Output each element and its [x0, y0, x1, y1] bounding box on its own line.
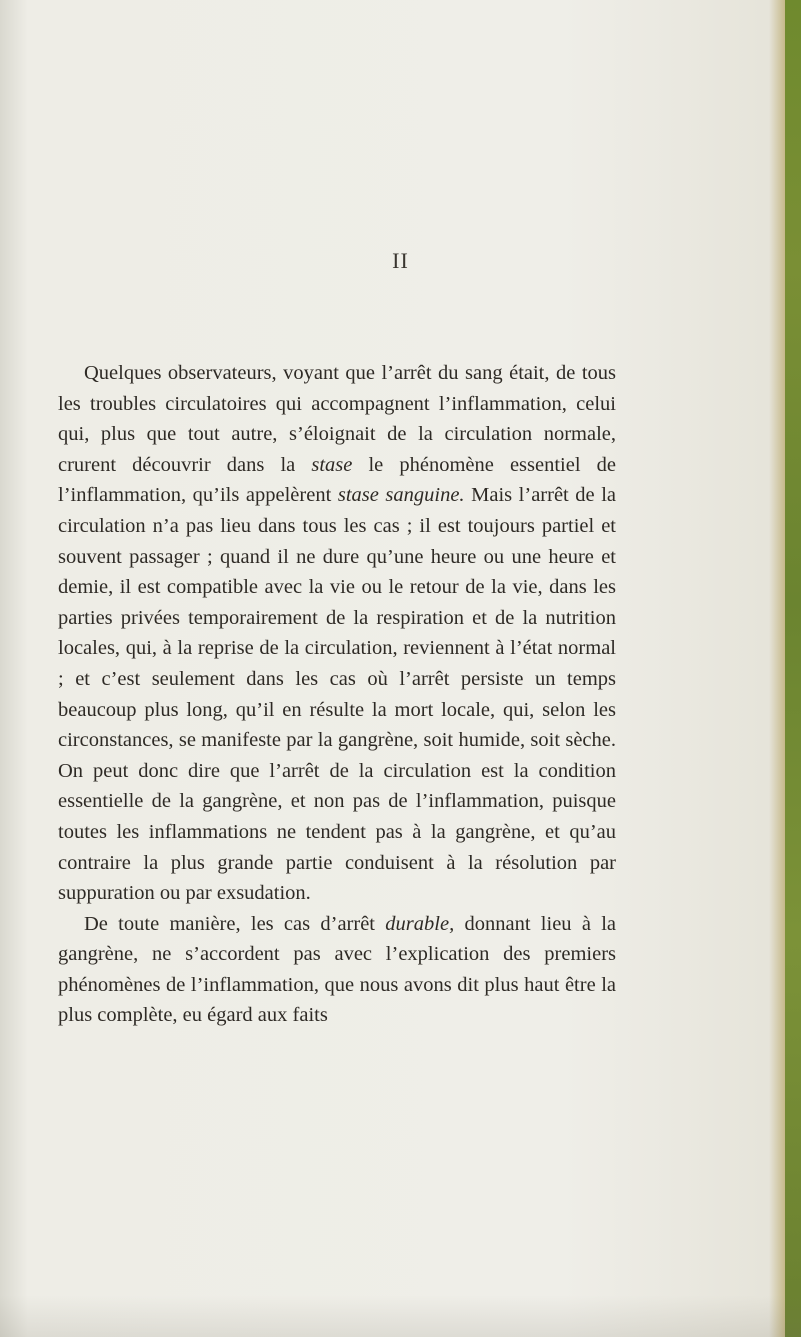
paragraph-2-part-2: donnant lieu à la gangrène, ne s’accordent pas avec l’explication des premiers phénomènes de l’inflammation, que nous avons dit plus haut être la plus complète, eu égard aux faits [58, 912, 616, 1027]
paragraph-1-italic-stase: stase [311, 453, 353, 476]
paragraph-1-part-1: Quelques observateurs, voyant que l’arrêt du sang était, de tous les troubles circulatoires qui accompagnent l’inflammation, celui qui, plus que tout autre, s’éloignait de la circulation normale, crurent découvrir dans la [58, 362, 616, 476]
paragraph-2 [58, 909, 616, 1031]
paragraph-1 [58, 358, 616, 909]
page-edge-binding [785, 0, 801, 1337]
paragraph-2-part-1: De toute manière, les cas d’arrêt [84, 912, 386, 935]
chapter-heading: II [392, 248, 409, 273]
paragraph-1-part-3: Mais l’arrêt de la circulation n’a pas lieu dans tous les cas ; il est toujours partiel et souvent passager ; quand il ne dure qu’une heure ou une heure et demie, il est compatible avec la vie ou le retour de la vie, dans les parties privées temporairement de la respiration et de la nutrition locales, qui, à la reprise de la circulation, reviennent à l’état normal ; et c’est seulement dans les cas où l’arrêt persiste un temps beaucoup plus long, qu’il en résulte la mort locale, qui, selon les circonstances, se manifeste par la gangrène, soit humide, soit sèche. On peut donc dire que l’arrêt de la circulation est la condition essentielle de la gangrène, et non pas de l’inflammation, puisque toutes les inflammations ne tendent pas à la gangrène, et qu’au contraire la plus grande partie conduisent à la résolution par suppuration ou par exsudation. [58, 484, 617, 905]
page-bottom-shadow [0, 1295, 801, 1337]
paragraph-2-italic-durable: durable, [385, 912, 455, 935]
paragraph-1-italic-stase-sanguine: stase sanguine. [337, 484, 465, 507]
body-text [58, 358, 616, 1031]
paragraph-1-part-2: le phénomène essentiel de l’inflammation, qu’ils appelèrent [58, 453, 616, 507]
